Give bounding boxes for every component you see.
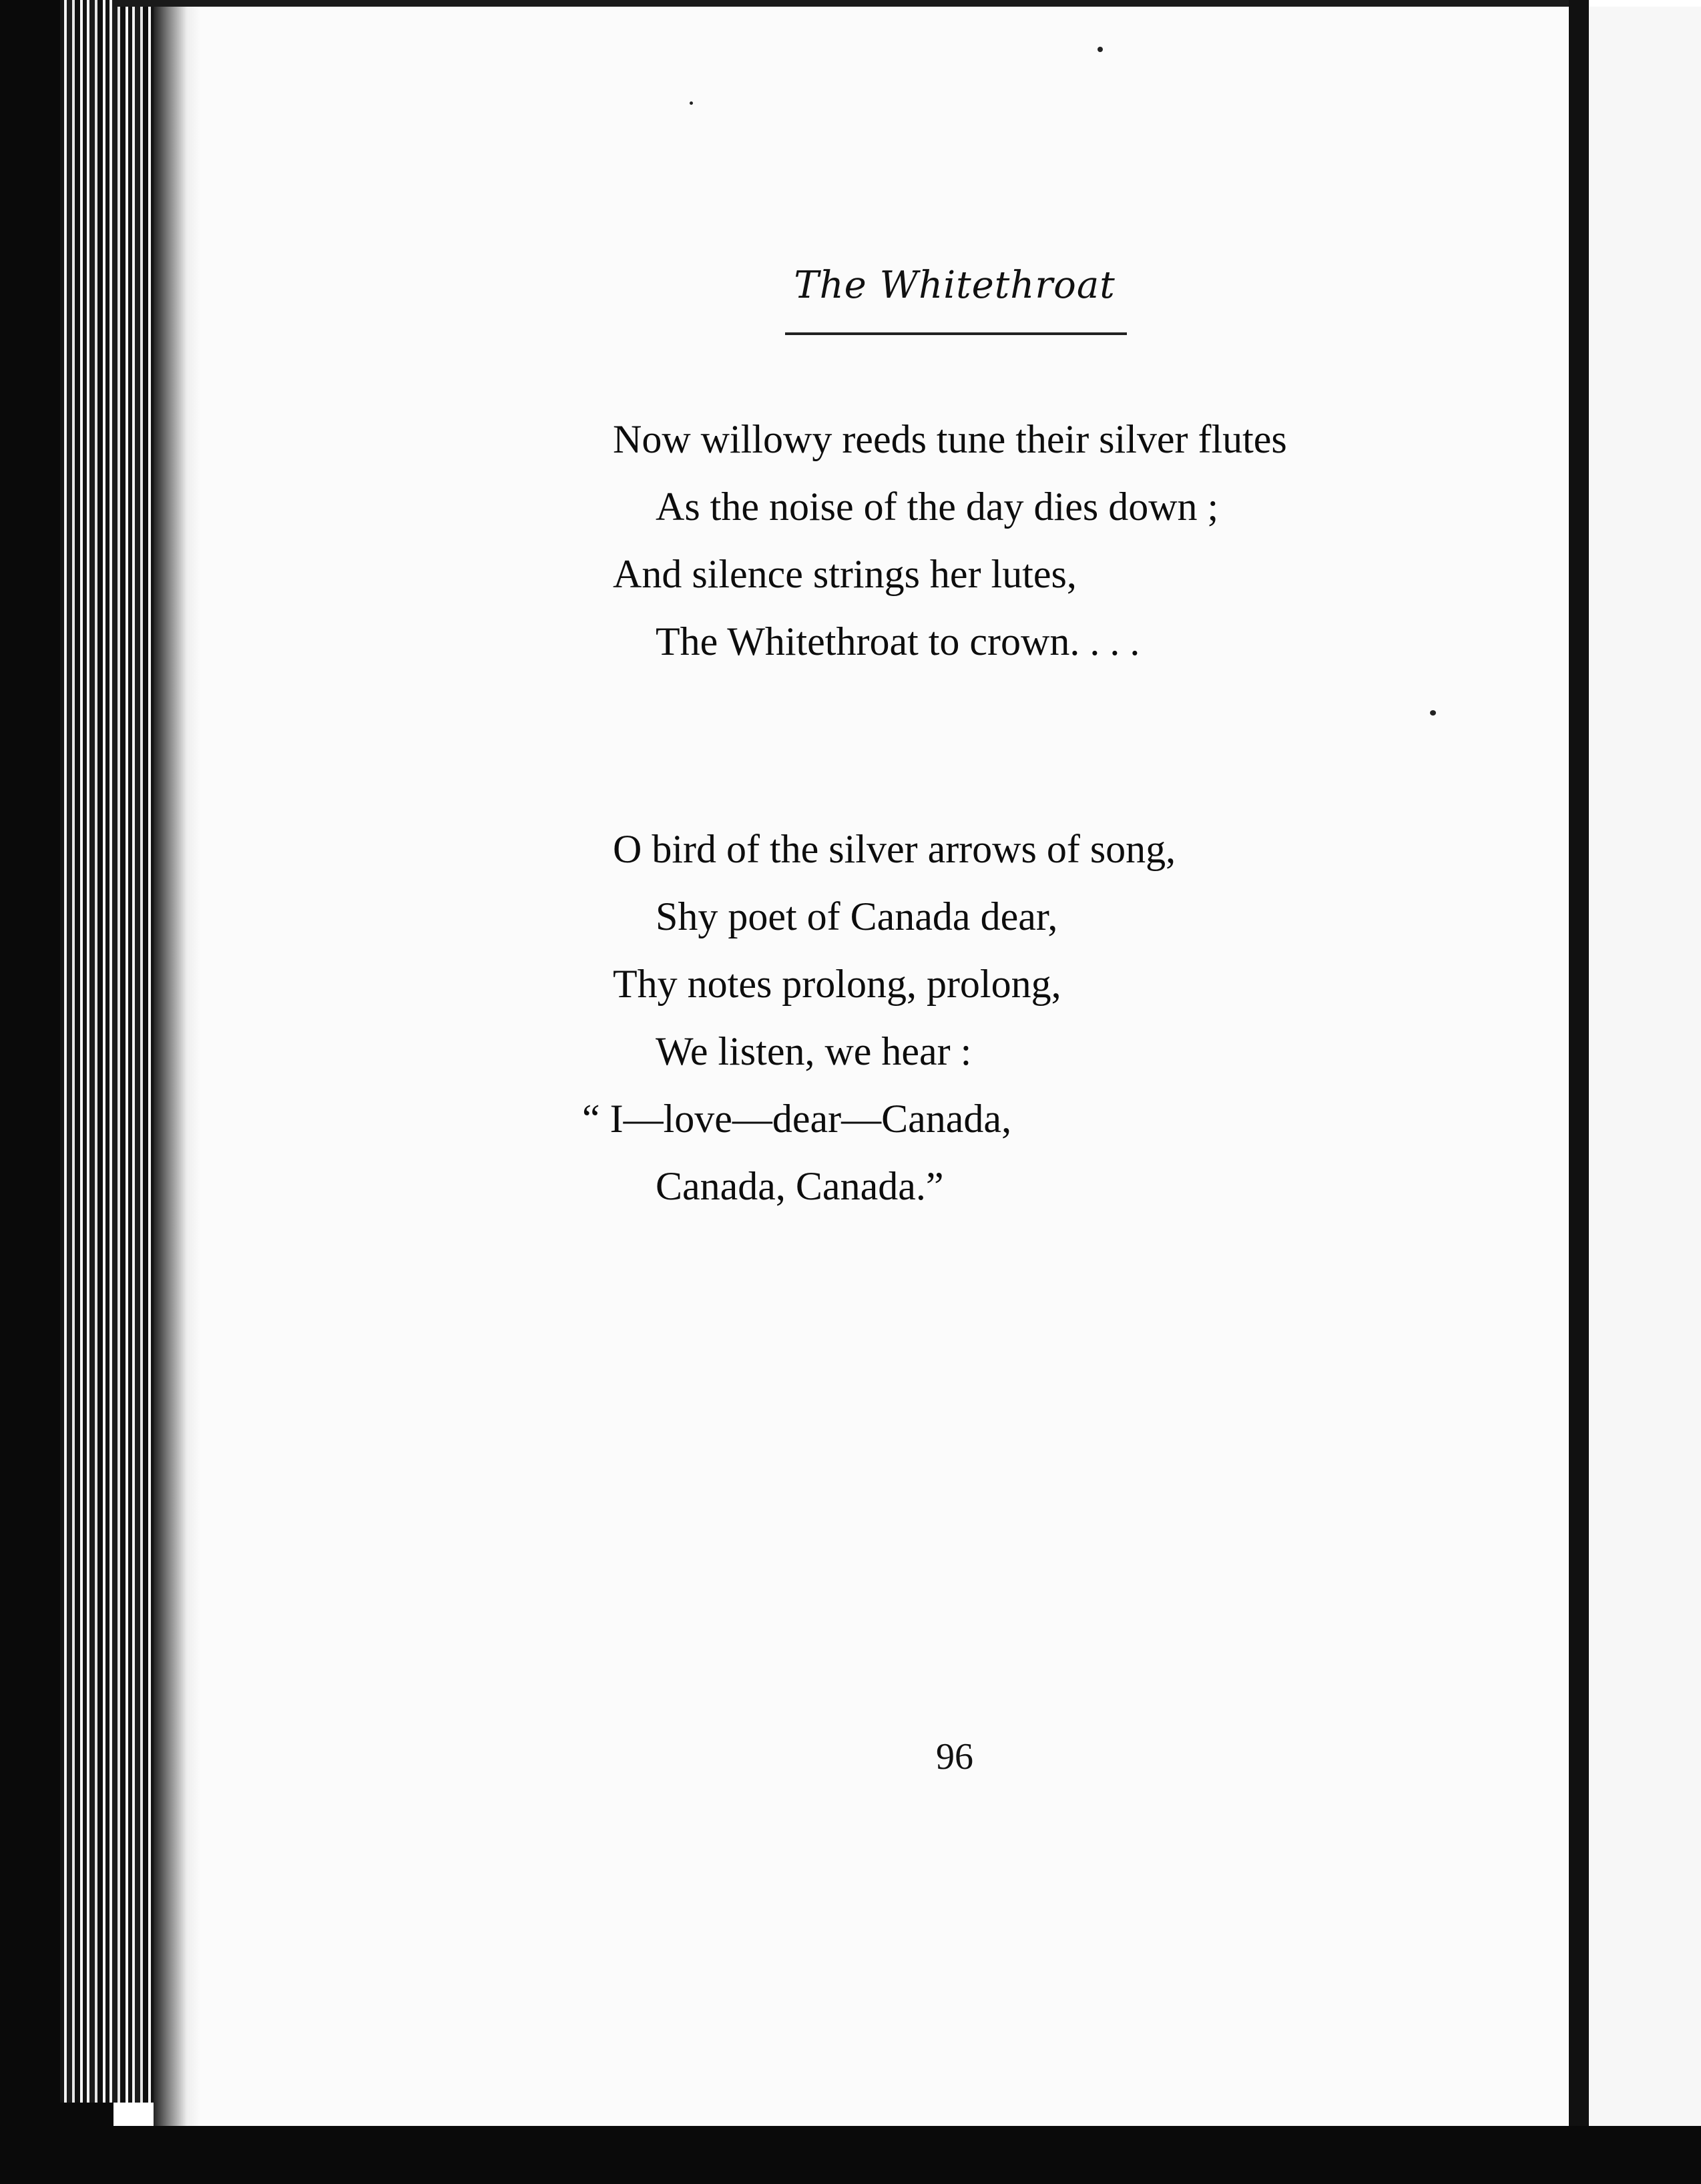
- book-gutter: [1569, 0, 1589, 2136]
- poem-line: And silence strings her lutes,: [613, 552, 1077, 596]
- poem-line: “ I—love—dear—Canada,: [582, 1097, 1012, 1141]
- poem-line: Shy poet of Canada dear,: [656, 894, 1058, 938]
- poem-line: Now willowy reeds tune their silver flutes: [613, 417, 1287, 461]
- stanza-2: [582, 822, 1481, 1227]
- adjacent-page-edge: [1589, 7, 1701, 2136]
- dust-speck: [1098, 47, 1103, 52]
- scan-background-top: [113, 0, 1582, 7]
- poem-line: Thy notes prolong, prolong,: [613, 962, 1061, 1006]
- page-number: 96: [936, 1736, 973, 1778]
- page-edge-shadow: [154, 0, 200, 2136]
- dust-speck: [1430, 710, 1436, 716]
- poem-line: The Whitethroat to crown. . . .: [656, 619, 1140, 663]
- poem-line: As the noise of the day dies down ;: [656, 485, 1219, 529]
- scan-background-bottom: [0, 2126, 1701, 2184]
- poem-line: We listen, we hear :: [656, 1029, 972, 1073]
- dust-speck: [690, 101, 693, 105]
- running-head-rule: [785, 332, 1127, 335]
- running-head: The Whitethroat: [794, 264, 1116, 307]
- stanza-1: [613, 413, 1481, 682]
- poem-line: Canada, Canada.”: [656, 1164, 944, 1208]
- poem-line: O bird of the silver arrows of song,: [613, 827, 1176, 871]
